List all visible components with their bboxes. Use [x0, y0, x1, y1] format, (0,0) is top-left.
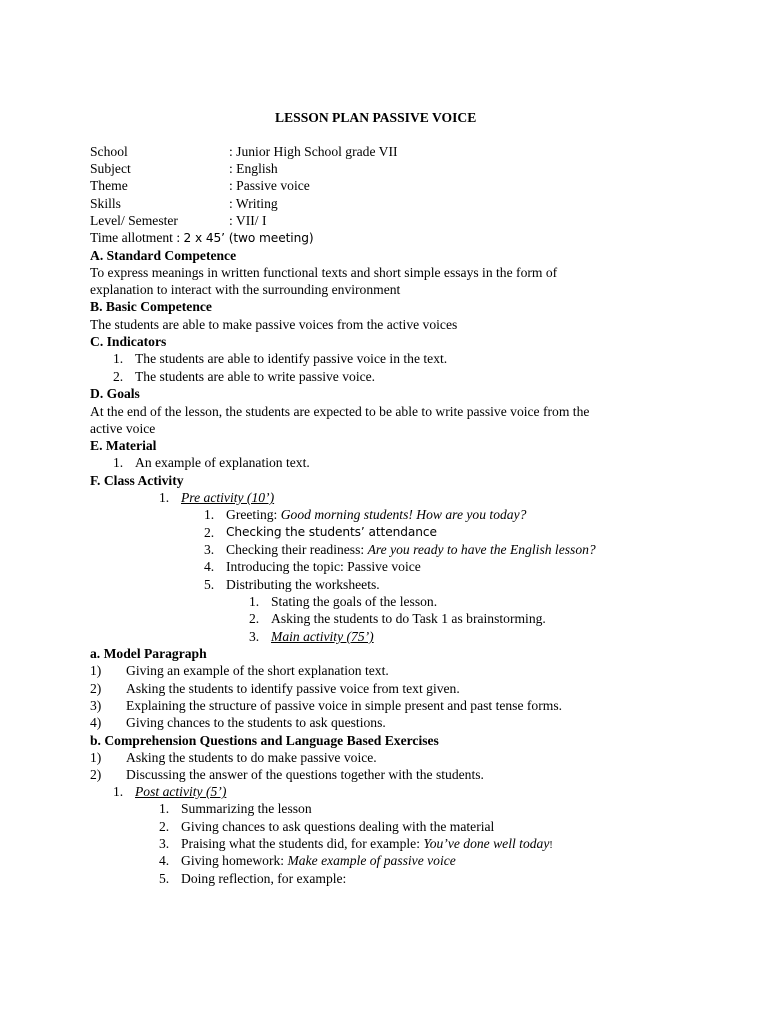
pre-activity-item-text: Checking the students’ attendance	[226, 525, 437, 539]
standard-competence-line-2: explanation to interact with the surrounding environment	[90, 282, 401, 297]
model-item-text: Giving chances to the students to ask questions.	[126, 715, 386, 730]
info-label-skills: Skills	[90, 196, 121, 211]
pre-activity-item-number: 5.	[204, 577, 215, 592]
pre-activity-item-number: 3.	[204, 542, 215, 557]
standard-competence-line-1: To express meanings in written functional texts and short simple essays in the form of	[90, 265, 558, 280]
model-item-number: 1)	[90, 663, 102, 678]
goals-line-2: active voice	[90, 421, 156, 436]
sub-item-number: 3.	[249, 629, 260, 644]
pre-activity-number: 1.	[159, 490, 170, 505]
material-number: 1.	[113, 455, 124, 470]
post-activity-item-example: You’ve done well today	[423, 836, 550, 851]
sub-item-number: 2.	[249, 611, 260, 626]
post-activity-item-tail: !	[549, 840, 553, 851]
info-value-theme: : Passive voice	[229, 178, 310, 193]
indicator-number: 1.	[113, 351, 124, 366]
post-activity-item	[181, 852, 456, 869]
indicator-number: 2.	[113, 369, 124, 384]
pre-activity-item-example: Good morning students! How are you today?	[280, 507, 527, 522]
heading-goals: D. Goals	[90, 386, 140, 401]
pre-activity-item-number: 2.	[204, 525, 215, 540]
info-label-subject: Subject	[90, 161, 131, 176]
pre-activity-item	[226, 506, 526, 523]
pre-activity-item-example: Are you ready to have the English lesson?	[367, 542, 596, 557]
post-activity-item-text: Doing reflection, for example:	[181, 871, 347, 886]
sub-item-text: Stating the goals of the lesson.	[271, 594, 438, 609]
post-activity-item-text: Praising what the students did, for example:	[181, 836, 424, 851]
heading-model-paragraph: a. Model Paragraph	[90, 646, 207, 661]
pre-activity-item-text: Greeting:	[226, 507, 281, 522]
comprehension-item-number: 2)	[90, 767, 102, 782]
main-activity-title: Main activity (75’)	[271, 629, 374, 644]
comprehension-item-text: Discussing the answer of the questions together with the students.	[126, 767, 484, 782]
heading-standard-competence: A. Standard Competence	[90, 248, 237, 263]
post-activity-number: 1.	[113, 784, 124, 799]
basic-competence-text: The students are able to make passive voices from the active voices	[90, 317, 458, 332]
post-activity-item-text: Summarizing the lesson	[181, 801, 312, 816]
time-allotment-line	[90, 229, 313, 247]
time-allotment-value: 2 x 45’ (two meeting)	[183, 231, 314, 245]
post-activity-item-number: 5.	[159, 871, 170, 886]
sub-item-number: 1.	[249, 594, 260, 609]
goals-line-1: At the end of the lesson, the students are expected to be able to write passive voice from the	[90, 404, 590, 419]
pre-activity-item-text: Introducing the topic: Passive voice	[226, 559, 421, 574]
sub-item-text: Asking the students to do Task 1 as brainstorming.	[271, 611, 546, 626]
pre-activity-item-text: Distributing the worksheets.	[226, 577, 380, 592]
heading-comprehension-questions: b. Comprehension Questions and Language Based Exercises	[90, 733, 439, 748]
comprehension-item-number: 1)	[90, 750, 102, 765]
post-activity-item-example: Make example of passive voice	[287, 853, 456, 868]
post-activity-item-number: 1.	[159, 801, 170, 816]
pre-activity-title: Pre activity (10’)	[181, 490, 275, 505]
pre-activity-item-number: 1.	[204, 507, 215, 522]
info-label-theme: Theme	[90, 178, 128, 193]
info-label-level: Level/ Semester	[90, 213, 178, 228]
material-text: An example of explanation text.	[135, 455, 310, 470]
model-item-text: Giving an example of the short explanation text.	[126, 663, 389, 678]
model-item-number: 2)	[90, 681, 102, 696]
post-activity-title: Post activity (5’)	[135, 784, 227, 799]
comprehension-item-text: Asking the students to do make passive voice.	[126, 750, 377, 765]
heading-class-activity: F. Class Activity	[90, 473, 184, 488]
pre-activity-item	[226, 541, 596, 558]
info-value-school: : Junior High School grade VII	[229, 144, 398, 159]
post-activity-item-number: 3.	[159, 836, 170, 851]
pre-activity-item-number: 4.	[204, 559, 215, 574]
post-activity-item-number: 2.	[159, 819, 170, 834]
post-activity-item-text: Giving homework:	[181, 853, 288, 868]
indicator-text: The students are able to identify passive voice in the text.	[135, 351, 448, 366]
document-title: LESSON PLAN PASSIVE VOICE	[275, 110, 477, 125]
pre-activity-item-text: Checking their readiness:	[226, 542, 368, 557]
post-activity-item-text: Giving chances to ask questions dealing with the material	[181, 819, 495, 834]
heading-basic-competence: B. Basic Competence	[90, 299, 212, 314]
model-item-number: 4)	[90, 715, 102, 730]
indicator-text: The students are able to write passive voice.	[135, 369, 376, 384]
heading-material: E. Material	[90, 438, 157, 453]
info-label-school: School	[90, 144, 128, 159]
info-value-skills: : Writing	[229, 196, 278, 211]
model-item-text: Asking the students to identify passive voice from text given.	[126, 681, 460, 696]
info-value-level: : VII/ I	[229, 213, 267, 228]
info-value-subject: : English	[229, 161, 278, 176]
model-item-text: Explaining the structure of passive voice in simple present and past tense forms.	[126, 698, 563, 713]
time-allotment-label: Time allotment :	[90, 230, 184, 245]
model-item-number: 3)	[90, 698, 102, 713]
post-activity-item-number: 4.	[159, 853, 170, 868]
heading-indicators: C. Indicators	[90, 334, 167, 349]
